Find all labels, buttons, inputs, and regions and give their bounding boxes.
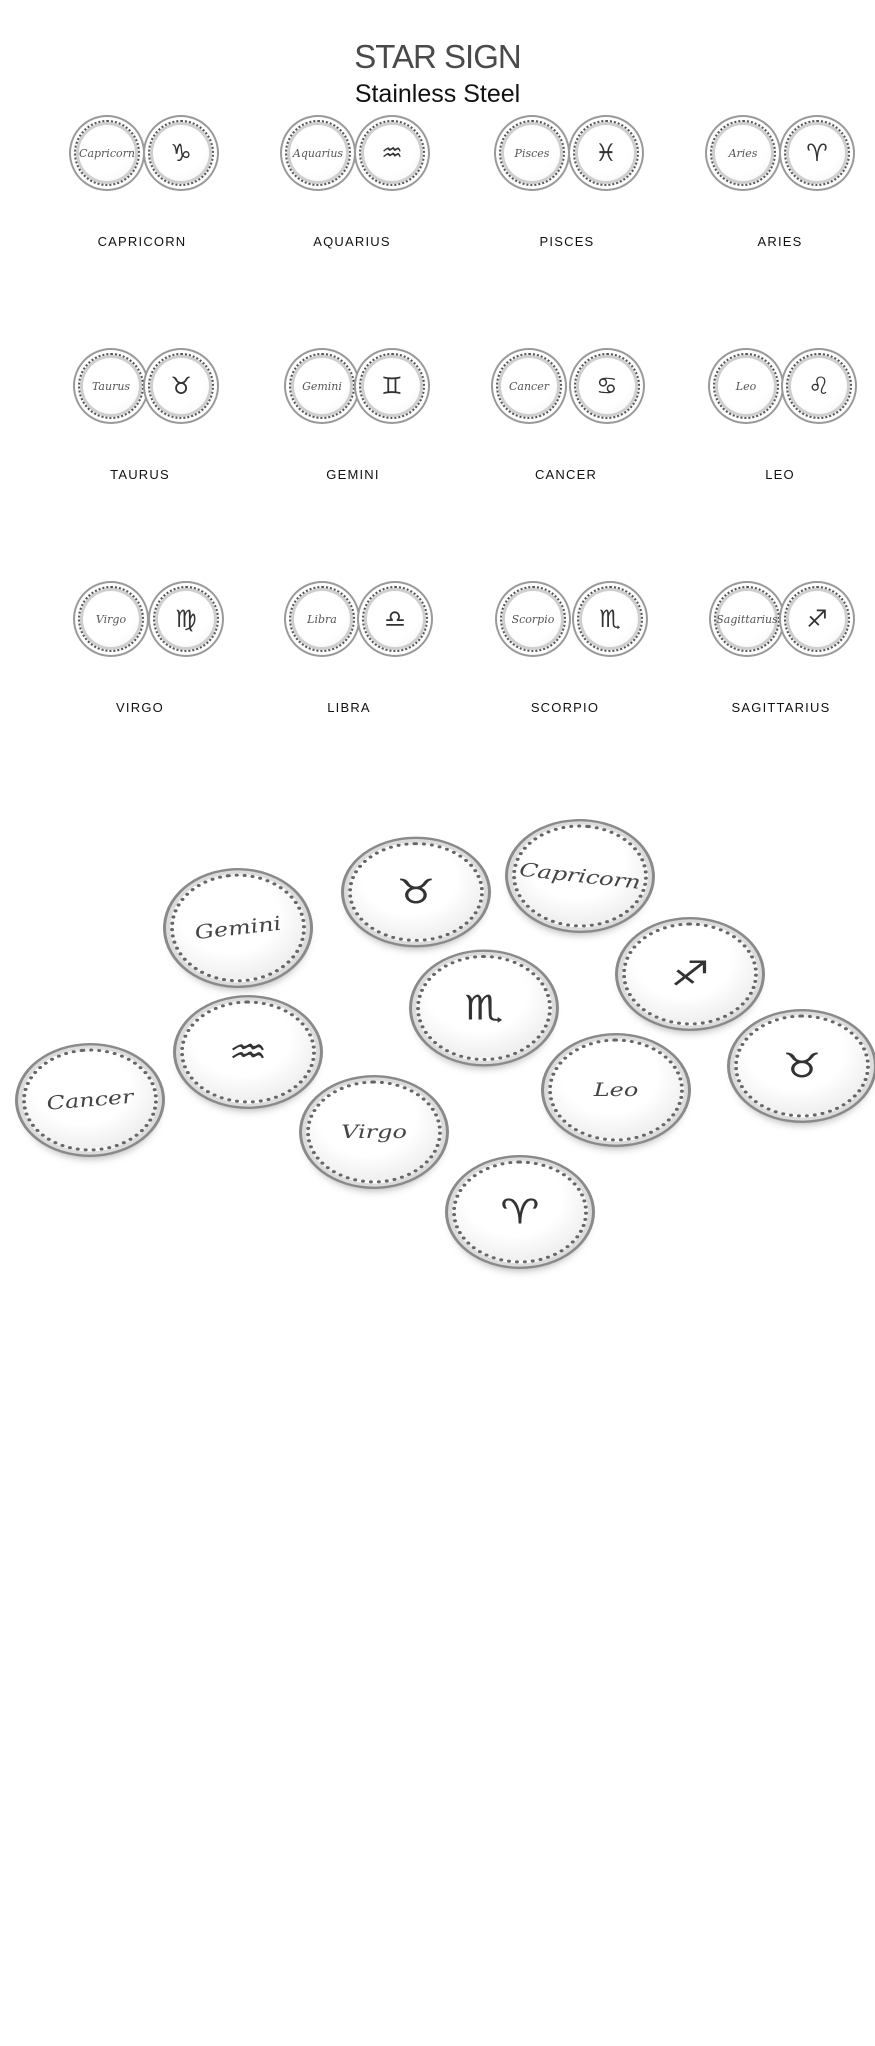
pisces-icon: ♓: [573, 120, 639, 186]
aries-icon: ♈: [784, 120, 850, 186]
script-coin: Virgo: [78, 586, 144, 652]
script-coin: Sagittarius: [714, 586, 780, 652]
leo-coin: Leo: [548, 1039, 684, 1142]
sign-label: LIBRA: [327, 700, 371, 715]
sign-scorpio: [465, 586, 665, 715]
sagittarius-icon: ♐: [784, 586, 850, 652]
sign-libra: [249, 586, 449, 715]
product-photo: [0, 790, 875, 1274]
scorpio-coin: [416, 955, 552, 1061]
sign-label: CANCER: [534, 467, 598, 482]
script-coin: Cancer: [496, 353, 562, 419]
sign-aquarius: [252, 120, 452, 249]
script-coin: Aries: [710, 120, 776, 186]
script-coin: Scorpio: [500, 586, 566, 652]
cancer-icon: ♋: [574, 353, 640, 419]
aquarius-icon: ♒: [228, 1032, 268, 1072]
libra-icon: ♎: [362, 586, 428, 652]
gemini-icon: ♊: [359, 353, 425, 419]
taurus-coin-2: [734, 1015, 870, 1118]
taurus-icon: ♉: [782, 1046, 822, 1086]
script-coin: Libra: [289, 586, 355, 652]
sign-cancer: [466, 353, 666, 482]
sign-label: VIRGO: [116, 700, 164, 715]
gemini-coin: Gemini: [161, 867, 315, 990]
sagittarius-coin: [622, 923, 758, 1026]
script-coin: Gemini: [289, 353, 355, 419]
capricorn-coin: Capricorn: [503, 818, 656, 935]
script-coin: Pisces: [499, 120, 565, 186]
script-coin: Taurus: [78, 353, 144, 419]
sign-virgo: [40, 586, 240, 715]
taurus-coin: [348, 842, 484, 942]
virgo-icon: ♍: [153, 586, 219, 652]
sign-pisces: [467, 120, 667, 249]
scorpio-icon: ♏: [577, 586, 643, 652]
sign-sagittarius: [681, 586, 875, 715]
leo-icon: ♌: [786, 353, 852, 419]
sign-label: GEMINI: [326, 467, 380, 482]
sign-capricorn: [42, 120, 242, 249]
sign-leo: [680, 353, 875, 482]
taurus-icon: ♉: [148, 353, 214, 419]
sign-label: SCORPIO: [530, 700, 600, 715]
aquarius-coin: [180, 1001, 316, 1104]
sagittarius-icon: ♐: [670, 954, 710, 994]
taurus-icon: ♉: [396, 872, 436, 912]
sign-label: AQUARIUS: [313, 234, 391, 249]
page-subtitle: Stainless Steel: [354, 80, 521, 108]
overlay-strip: [628, 2016, 875, 2046]
sign-label: CAPRICORN: [97, 234, 187, 249]
sign-label: ARIES: [757, 234, 803, 249]
script-coin: Capricorn: [74, 120, 140, 186]
aries-coin: [452, 1161, 588, 1264]
script-coin: Leo: [713, 353, 779, 419]
page-title: STAR SIGN: [354, 38, 521, 75]
script-coin: Aquarius: [285, 120, 351, 186]
virgo-coin: Virgo: [306, 1081, 442, 1184]
scorpio-icon: ♏: [464, 988, 504, 1028]
sign-aries: [680, 120, 875, 249]
capricorn-icon: ♑: [148, 120, 214, 186]
sign-taurus: [40, 353, 240, 482]
aries-icon: ♈: [500, 1192, 540, 1232]
sign-label: SAGITTARIUS: [731, 700, 831, 715]
sign-label: LEO: [765, 467, 795, 482]
cancer-coin: Cancer: [15, 1043, 164, 1156]
sign-label: PISCES: [539, 234, 595, 249]
sign-label: TAURUS: [110, 467, 170, 482]
aquarius-icon: ♒: [359, 120, 425, 186]
sign-gemini: [253, 353, 453, 482]
